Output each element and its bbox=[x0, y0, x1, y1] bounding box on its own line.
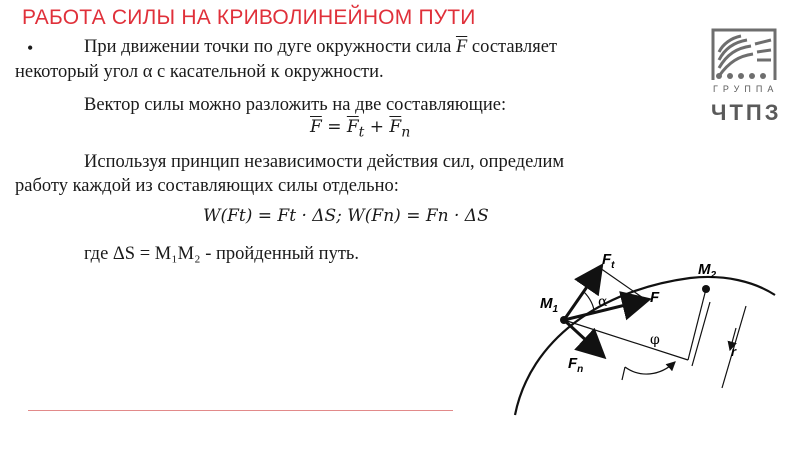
label-fn: $F_n$ bbox=[568, 355, 584, 375]
para1-text: При движении точки по дуге окружности сила bbox=[84, 37, 452, 57]
label-alpha: α bbox=[598, 294, 608, 310]
ft-term: $\overline{F}$ bbox=[346, 117, 359, 137]
paragraph-3-line-2: работу каждой из составляющих силы отдельно: bbox=[15, 176, 399, 196]
label-m2: $M_2$ bbox=[698, 261, 717, 281]
divider-line bbox=[28, 410, 453, 411]
equals: = bbox=[321, 117, 347, 137]
radius-to-m1 bbox=[564, 320, 688, 360]
paragraph-1-line-2: некоторый угол α с касательной к окружности. bbox=[15, 62, 384, 82]
label-f: F bbox=[650, 289, 660, 306]
logo-company-name: ЧТПЗ bbox=[711, 100, 782, 125]
force-decomposition-formula bbox=[310, 117, 410, 140]
label-m1: $M_1$ bbox=[540, 295, 559, 315]
force-diagram bbox=[460, 240, 790, 450]
fn-sub: n bbox=[401, 124, 411, 141]
f-lhs: $\overline{F}$ bbox=[310, 117, 322, 137]
label-r: r bbox=[731, 344, 737, 359]
work-formula: W(Ft) = Ft · ΔS; W(Fn) = Fn · ΔS bbox=[203, 206, 489, 226]
bullet-marker: • bbox=[27, 38, 34, 58]
alpha-angle-arc bbox=[584, 292, 594, 312]
ft-sub: t bbox=[358, 124, 365, 141]
label-ft: $F_t$ bbox=[602, 251, 615, 271]
para1-text-end: составляет bbox=[471, 37, 558, 57]
paragraph-1-line-1 bbox=[84, 36, 557, 58]
paragraph-2: Вектор силы можно разложить на две составляющие: bbox=[84, 95, 507, 115]
force-symbol: $\overline{F}$ bbox=[455, 37, 468, 57]
vector-fn bbox=[564, 320, 602, 355]
slide-title: РАБОТА СИЛЫ НА КРИВОЛИНЕЙНОМ ПУТИ bbox=[22, 6, 476, 29]
phi-tick bbox=[622, 367, 625, 380]
fn-term: $\overline{F}$ bbox=[389, 117, 402, 137]
plus: + bbox=[364, 117, 390, 137]
paragraph-4: где ΔS = M₁M₂ - пройденный путь. bbox=[84, 244, 359, 264]
label-phi: φ bbox=[650, 332, 660, 348]
phi-angle-arc bbox=[625, 362, 675, 374]
paragraph-3-line-1: Используя принцип независимости действия сил, определим bbox=[84, 152, 565, 172]
logo-group-text: ГРУППА bbox=[713, 84, 779, 94]
